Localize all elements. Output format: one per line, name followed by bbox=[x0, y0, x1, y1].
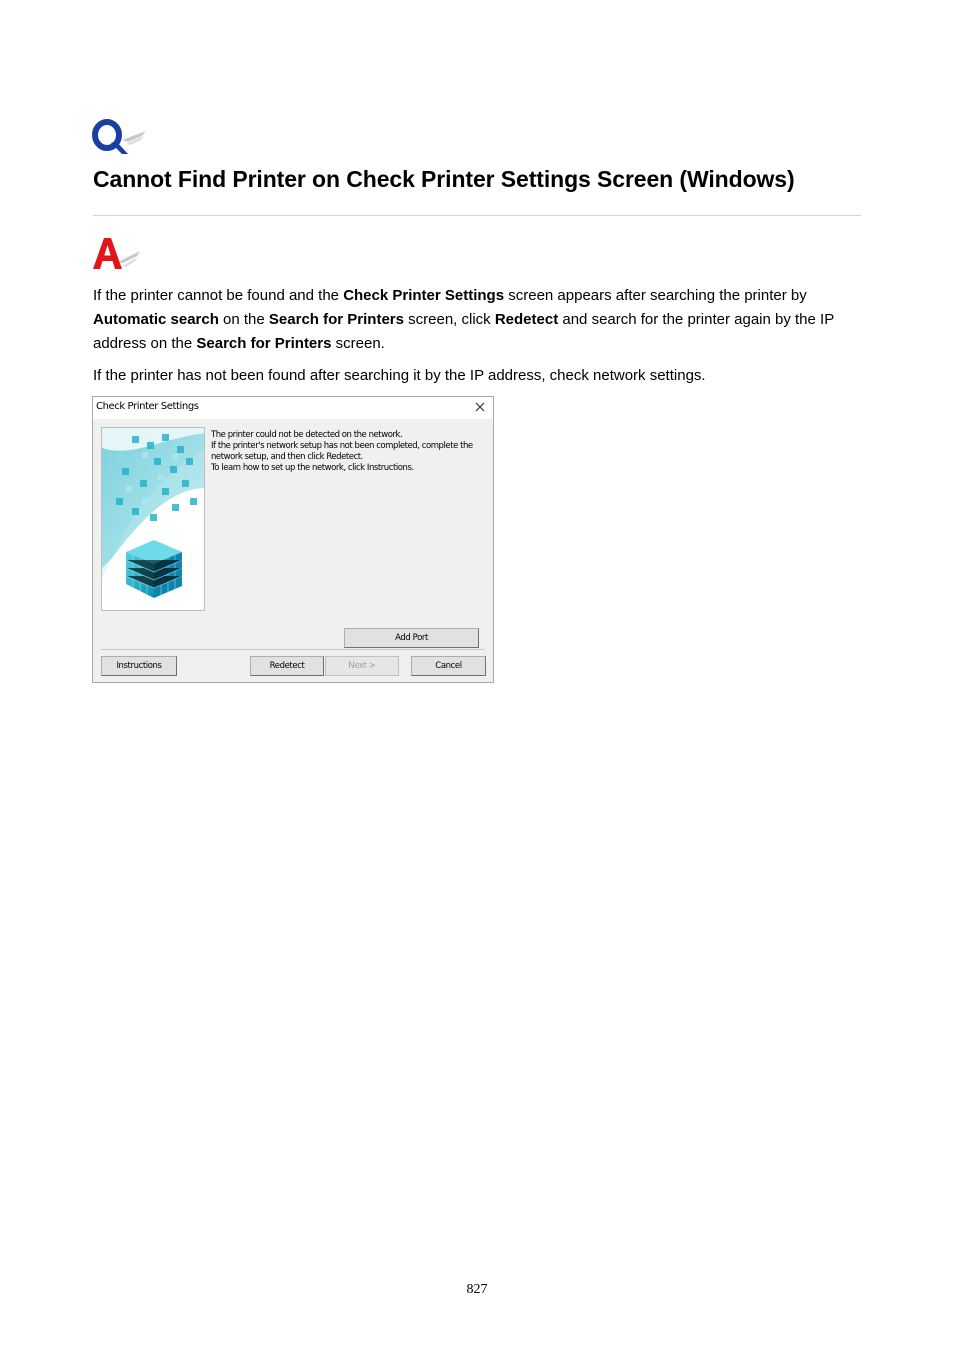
dialog-separator bbox=[101, 649, 485, 650]
text-span: screen appears after searching the printer by bbox=[504, 287, 807, 304]
cubes-graphic bbox=[102, 428, 205, 611]
redetect-button[interactable]: Redetect bbox=[250, 656, 324, 676]
bold-redetect: Redetect bbox=[494, 311, 559, 328]
dialog-title: Check Printer Settings bbox=[96, 401, 199, 412]
bold-check-printer-settings: Check Printer Settings bbox=[343, 287, 505, 304]
dialog-message-line: network setup, and then click Redetect. bbox=[211, 452, 363, 462]
dialog-message-line: The printer could not be detected on the network. bbox=[211, 430, 403, 440]
text-span: and search for the printer again by the IP address on the bbox=[93, 311, 834, 352]
page-title: Cannot Find Printer on Check Printer Settings Screen (Windows) bbox=[93, 166, 795, 192]
add-port-button[interactable]: Add Port bbox=[344, 628, 479, 648]
q-letter-icon bbox=[92, 118, 148, 158]
dialog-titlebar bbox=[93, 397, 493, 419]
next-button: Next > bbox=[325, 656, 399, 676]
title-divider bbox=[93, 215, 861, 216]
instructions-button[interactable]: Instructions bbox=[101, 656, 177, 676]
text-span: screen, click bbox=[403, 311, 495, 328]
dialog-message-line: To learn how to set up the network, click Instructions. bbox=[211, 463, 414, 473]
text-span: screen. bbox=[331, 335, 385, 352]
bold-automatic-search: Automatic search bbox=[93, 311, 219, 328]
answer-paragraph-1 bbox=[93, 284, 868, 356]
check-printer-settings-dialog bbox=[92, 396, 494, 683]
page-number: 827 bbox=[466, 1282, 488, 1297]
close-icon[interactable] bbox=[473, 399, 487, 415]
text-span: on the bbox=[218, 311, 269, 328]
answer-paragraph-2: If the printer has not been found after searching it by the IP address, check network settings. bbox=[93, 367, 706, 384]
dialog-message-line: If the printer's network setup has not been completed, complete the bbox=[211, 441, 473, 451]
bold-search-for-printers: Search for Printers bbox=[268, 311, 404, 328]
dialog-message bbox=[211, 430, 491, 474]
a-letter-icon bbox=[92, 236, 142, 272]
text-span: If the printer cannot be found and the bbox=[93, 287, 344, 304]
bold-search-for-printers-2: Search for Printers bbox=[196, 335, 332, 352]
cancel-button[interactable]: Cancel bbox=[411, 656, 486, 676]
printer-cubes-illustration bbox=[101, 427, 205, 611]
